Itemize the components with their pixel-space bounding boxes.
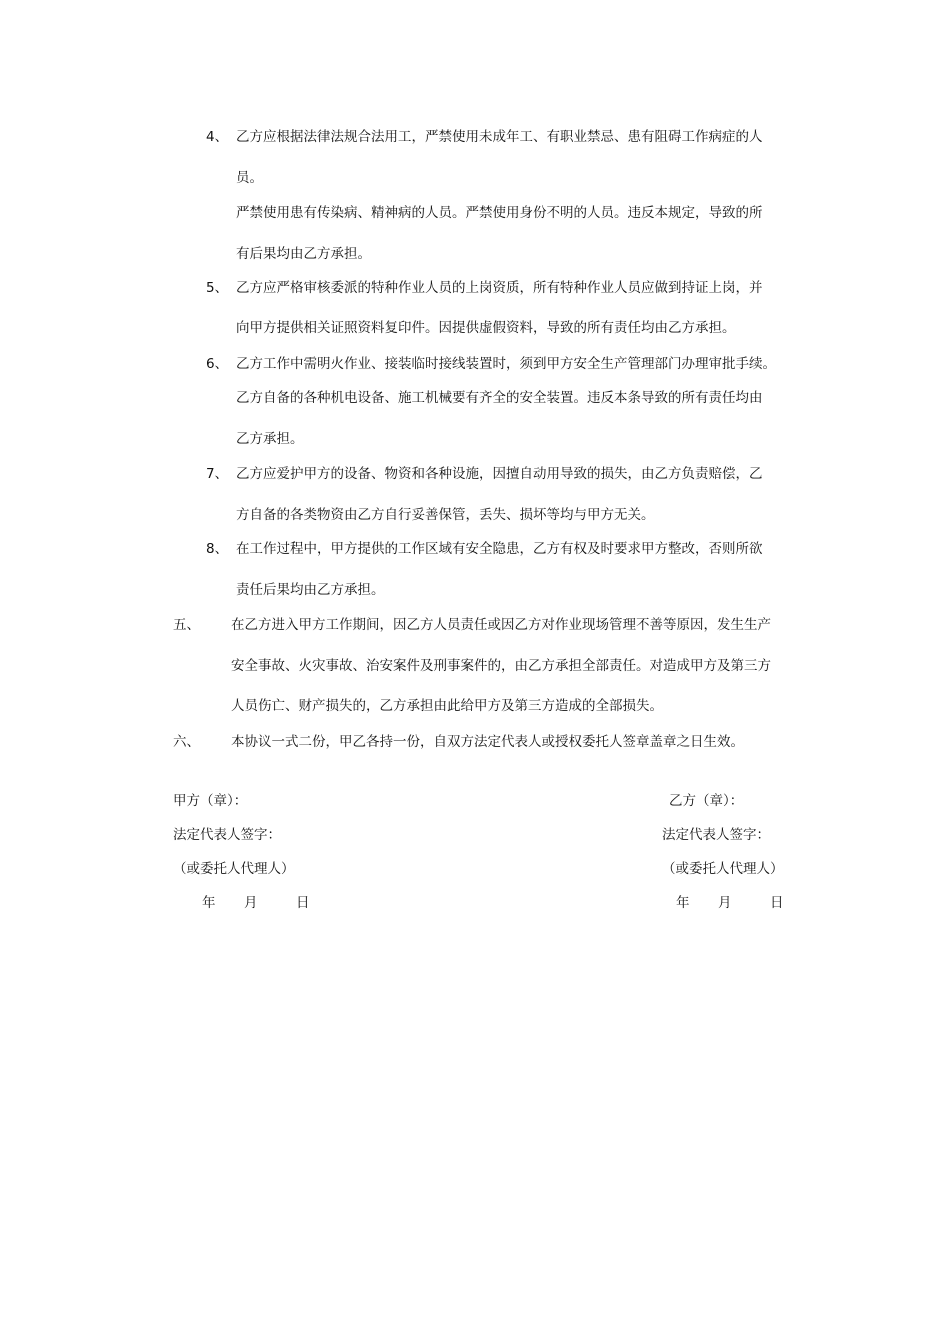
section-5-line-1: 在乙方进入甲方工作期间，因乙方人员责任或因乙方对作业现场管理不善等原因，发生生产 <box>231 617 771 633</box>
party-b-year: 年 <box>676 895 690 911</box>
clause-5-line-2: 向甲方提供相关证照资料复印件。因提供虚假资料，导致的所有责任均由乙方承担。 <box>236 320 736 336</box>
party-a-date <box>202 894 310 912</box>
party-a-seal: 甲方（章）： <box>173 793 248 809</box>
party-b-agent: （或委托人代理人） <box>662 861 784 877</box>
clause-7-line-1: 乙方应爱护甲方的设备、物资和各种设施，因擅自动用导致的损失，由乙方负责赔偿，乙 <box>236 466 763 482</box>
section-6-line-1: 本协议一式二份，甲乙各持一份，自双方法定代表人或授权委托人签章盖章之日生效。 <box>231 734 744 750</box>
party-a-year: 年 <box>202 895 216 911</box>
clause-7-line-2: 方自备的各类物资由乙方自行妥善保管，丢失、损坏等均与甲方无关。 <box>236 507 655 523</box>
clause-4-line-4: 有后果均由乙方承担。 <box>236 246 371 262</box>
clause-4-number: 4、 <box>206 129 229 145</box>
section-6-number: 六、 <box>173 734 200 750</box>
party-b-representative: 法定代表人签字： <box>662 827 770 843</box>
clause-6-line-1: 乙方工作中需明火作业、接装临时接线装置时，须到甲方安全生产管理部门办理审批手续。 <box>236 356 776 372</box>
clause-6-line-2: 乙方自备的各种机电设备、施工机械要有齐全的安全装置。违反本条导致的所有责任均由 <box>236 390 763 406</box>
party-a-day: 日 <box>296 895 310 911</box>
clause-6-number: 6、 <box>206 356 229 372</box>
section-5-line-3: 人员伤亡、财产损失的，乙方承担由此给甲方及第三方造成的全部损失。 <box>231 698 663 714</box>
party-a-representative: 法定代表人签字： <box>173 827 281 843</box>
party-b-month: 月 <box>718 895 732 911</box>
clause-7-number: 7、 <box>206 466 229 482</box>
party-a-month: 月 <box>244 895 258 911</box>
clause-8-number: 8、 <box>206 541 229 557</box>
party-b-date <box>676 894 784 912</box>
section-5-number: 五、 <box>173 617 200 633</box>
clause-6-line-3: 乙方承担。 <box>236 431 304 447</box>
clause-5-number: 5、 <box>206 280 229 296</box>
clause-8-line-2: 责任后果均由乙方承担。 <box>236 582 385 598</box>
clause-8-line-1: 在工作过程中，甲方提供的工作区域有安全隐患，乙方有权及时要求甲方整改，否则所欲 <box>236 541 763 557</box>
party-b-day: 日 <box>770 895 784 911</box>
party-b-seal: 乙方（章）： <box>669 793 744 809</box>
section-5-line-2: 安全事故、火灾事故、治安案件及刑事案件的，由乙方承担全部责任。对造成甲方及第三方 <box>231 658 771 674</box>
clause-4-line-2: 员。 <box>236 170 263 186</box>
clause-4-line-3: 严禁使用患有传染病、精神病的人员。严禁使用身份不明的人员。违反本规定，导致的所 <box>236 205 763 221</box>
clause-5-line-1: 乙方应严格审核委派的特种作业人员的上岗资质，所有特种作业人员应做到持证上岗，并 <box>236 280 763 296</box>
clause-4-line-1: 乙方应根据法律法规合法用工，严禁使用未成年工、有职业禁忌、患有阻碍工作病症的人 <box>236 129 763 145</box>
party-a-agent: （或委托人代理人） <box>173 861 295 877</box>
